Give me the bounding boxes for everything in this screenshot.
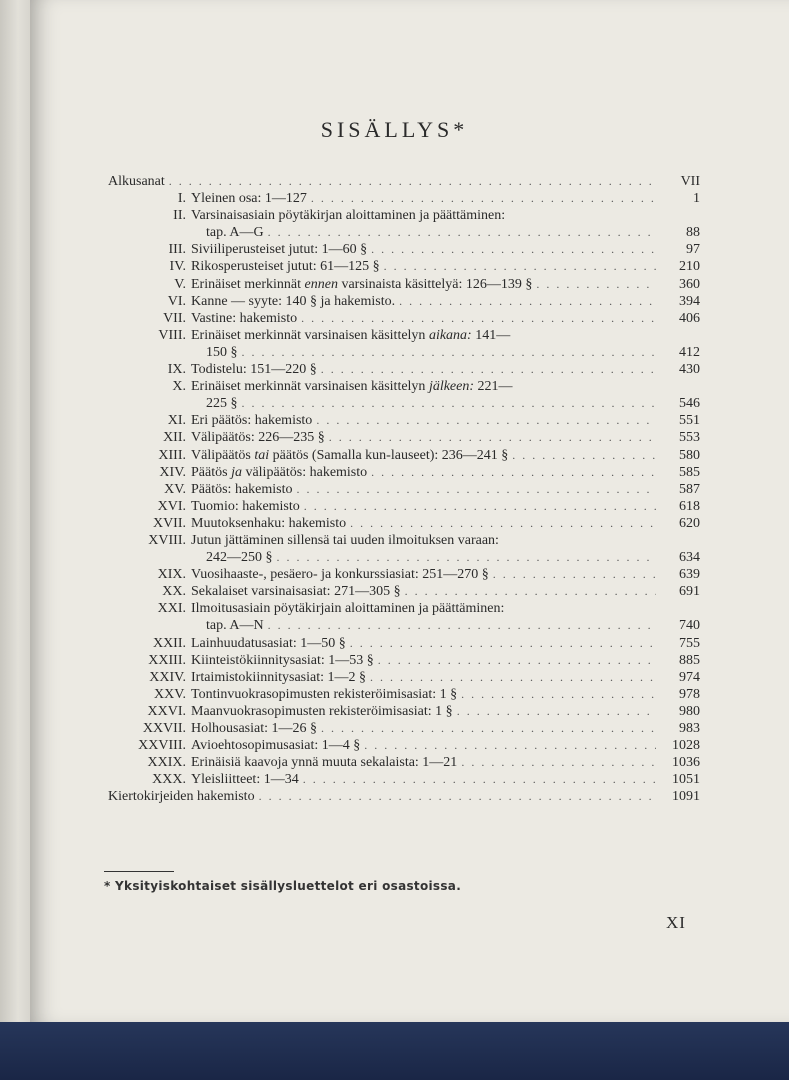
toc-entry xyxy=(108,686,700,703)
leader-dots xyxy=(364,737,656,754)
leader-dots xyxy=(371,241,656,258)
toc-entry xyxy=(108,258,700,275)
toc-entry xyxy=(108,652,700,669)
toc-entry-title: Vastine: hakemisto xyxy=(191,310,298,326)
page-edge xyxy=(0,0,30,1030)
toc-entry-number: III. xyxy=(168,242,186,258)
toc-entry-number: XII. xyxy=(163,430,186,446)
toc-entry-page: 978 xyxy=(679,686,700,702)
toc-entry-number: VI. xyxy=(167,293,186,309)
toc-entry-title-part: Erinäiset merkinnät xyxy=(191,276,302,292)
toc-entry xyxy=(108,276,700,293)
toc-entry xyxy=(108,412,700,429)
toc-entry-number: VIII. xyxy=(158,327,186,343)
toc-entry-title: Muutoksenhaku: hakemisto xyxy=(191,515,347,531)
toc-entry-title: Jutun jättäminen sillensä tai uuden ilmoituksen varaan: xyxy=(191,532,499,548)
leader-dots xyxy=(378,652,656,669)
toc-entry-title-italic: ja xyxy=(231,464,242,480)
toc-entry-title xyxy=(191,378,513,395)
toc-entry-title-italic: tai xyxy=(254,447,270,463)
toc-entry-title: Irtaimistokiinnitysasiat: 1—2 § xyxy=(191,669,366,685)
toc-entry-title: Yleinen osa: 1—127 xyxy=(191,191,307,207)
toc-entry-number: XIV. xyxy=(159,464,186,480)
toc-entry-title: Kiertokirjeiden hakemisto xyxy=(108,789,255,805)
toc-entry-title: Tontinvuokrasopimusten rekisteröimisasiat: 1 § xyxy=(191,686,458,702)
toc-entry xyxy=(108,310,700,327)
toc-entry-number: XVI. xyxy=(157,498,186,514)
toc-entry-title-part: päätös (Samalla kun-lauseet): 236—241 § xyxy=(272,447,509,463)
leader-dots xyxy=(405,583,656,600)
toc-entry-page: 210 xyxy=(679,259,700,275)
toc-entry-number: XXII. xyxy=(152,635,186,651)
leader-dots xyxy=(268,224,656,241)
toc-entry-title-cont: 150 § xyxy=(206,344,238,360)
leader-dots xyxy=(311,190,656,207)
toc-entry-page: 1 xyxy=(693,191,700,207)
footnote-rule xyxy=(104,871,174,872)
leader-dots xyxy=(399,293,656,310)
toc-entry-title-part: Erinäiset merkinnät varsinaisen käsittelyn xyxy=(191,379,426,395)
leader-dots xyxy=(316,412,656,429)
toc-entry-number: X. xyxy=(172,379,186,395)
toc-entry-title: Ilmoitusasiain pöytäkirjain aloittaminen ja päättäminen: xyxy=(191,601,505,617)
footnote: * Yksityiskohtaiset sisällysluettelot eri osastoissa. xyxy=(104,879,462,893)
toc-entry-page: 587 xyxy=(679,481,700,497)
toc-entry xyxy=(108,429,700,446)
toc-entry-page: 412 xyxy=(679,344,700,360)
toc-entry-title-italic: aikana: xyxy=(428,327,472,343)
leader-dots xyxy=(277,549,657,566)
table-of-contents xyxy=(108,173,700,805)
leader-dots xyxy=(242,395,657,412)
toc-entry-title-part: Päätös xyxy=(191,464,228,480)
toc-entry xyxy=(108,498,700,515)
toc-entry-page: VII xyxy=(680,174,700,189)
leader-dots xyxy=(329,429,656,446)
toc-entry-title-italic: ennen xyxy=(304,276,338,292)
toc-entry-title: Tuomio: hakemisto xyxy=(191,498,300,514)
toc-entry-title-cont: tap. A—G xyxy=(206,225,264,241)
toc-entry xyxy=(108,378,700,395)
toc-entry-number: IV. xyxy=(169,259,186,275)
leader-dots xyxy=(371,464,656,481)
leader-dots xyxy=(321,720,656,737)
toc-entry-title: Kanne — syyte: 140 § ja hakemisto. xyxy=(191,293,396,309)
toc-entry-title-part: varsinaista käsittelyä: 126—139 § xyxy=(341,276,533,292)
toc-entry-page: 634 xyxy=(679,550,700,566)
page-number: XI xyxy=(666,913,686,932)
toc-entry-title-cont: tap. A—N xyxy=(206,618,264,634)
toc-entry-number: XXV. xyxy=(153,686,186,702)
toc-entry-number: XXIX. xyxy=(147,755,186,771)
leader-dots xyxy=(304,498,656,515)
toc-entry-page: 885 xyxy=(679,652,700,668)
toc-entry-title: Päätös: hakemisto xyxy=(191,481,293,497)
toc-entry-title xyxy=(191,464,367,481)
toc-entry-title: Vuosihaaste-, pesäero- ja konkurssiasiat: 251—270 § xyxy=(191,567,489,583)
toc-entry xyxy=(108,566,700,583)
toc-entry xyxy=(108,771,700,788)
leader-dots xyxy=(370,669,656,686)
toc-entry-title: Alkusanat xyxy=(108,174,165,189)
leader-dots xyxy=(303,771,656,788)
toc-entry-title: Eri päätös: hakemisto xyxy=(191,413,313,429)
toc-entry-title: Varsinaisasiain pöytäkirjan aloittaminen ja päättäminen: xyxy=(191,208,506,224)
leader-dots xyxy=(268,617,656,634)
toc-entry-page: 1028 xyxy=(672,738,700,754)
toc-entry-page: 580 xyxy=(679,447,700,463)
toc-entry-page: 406 xyxy=(679,310,700,326)
leader-dots xyxy=(536,276,656,293)
leader-dots xyxy=(350,515,656,532)
toc-entry-page: 1051 xyxy=(672,772,700,788)
leader-dots xyxy=(457,703,656,720)
toc-entry xyxy=(108,241,700,258)
leader-dots xyxy=(350,635,656,652)
toc-entry-title: Todistelu: 151—220 § xyxy=(191,362,317,378)
leader-dots xyxy=(461,754,656,771)
toc-entry-page: 755 xyxy=(679,635,700,651)
toc-entry-title: Avioehtosopimusasiat: 1—4 § xyxy=(191,738,361,754)
toc-entry-title: Rikosperusteiset jutut: 61—125 § xyxy=(191,259,380,275)
toc-entry-number: XXIII. xyxy=(148,652,186,668)
toc-entry-title-part: välipäätös: hakemisto xyxy=(245,464,368,480)
toc-entry-page: 553 xyxy=(679,430,700,446)
leader-dots xyxy=(461,686,656,703)
toc-entry xyxy=(108,515,700,532)
toc-entry-title: Välipäätös: 226—235 § xyxy=(191,430,325,446)
toc-entry-page: 620 xyxy=(679,515,700,531)
leader-dots xyxy=(242,344,657,361)
toc-entry-number: VII. xyxy=(163,310,186,326)
toc-entry-number: XXVII. xyxy=(142,721,186,736)
toc-entry-title-part: Välipäätös xyxy=(191,447,251,463)
toc-entry-number: XXVIII. xyxy=(138,738,186,754)
toc-entry-page: 430 xyxy=(679,362,700,378)
toc-entry xyxy=(108,737,700,754)
toc-entry-page: 360 xyxy=(679,276,700,292)
toc-entry-title: Holhousasiat: 1—26 § xyxy=(191,721,317,736)
toc-entry-number: IX. xyxy=(167,362,186,378)
toc-entry-title-part: 221— xyxy=(477,379,513,395)
toc-entry-page: 980 xyxy=(679,703,700,719)
toc-entry-title: Siviiliperusteiset jutut: 1—60 § xyxy=(191,242,368,258)
leader-dots xyxy=(297,481,657,498)
toc-entry-title: Maanvuokrasopimusten rekisteröimisasiat: 1 § xyxy=(191,703,453,719)
toc-entry xyxy=(108,669,700,686)
toc-entry-number: I. xyxy=(177,191,186,207)
toc-entry-title-italic: jälkeen: xyxy=(428,379,475,395)
toc-entry-number: XIII. xyxy=(158,447,186,463)
toc-entry-number: XX. xyxy=(162,584,186,600)
toc-entry-title: Kiinteistökiinnitysasiat: 1—53 § xyxy=(191,652,374,668)
toc-entry-title-part: 141— xyxy=(475,327,511,343)
toc-entry xyxy=(108,703,700,720)
toc-entry xyxy=(108,207,700,224)
page-title: SISÄLLYS* xyxy=(320,117,469,142)
toc-entry xyxy=(108,481,700,498)
toc-entry-page: 974 xyxy=(679,669,700,685)
toc-entry xyxy=(108,327,700,344)
toc-entry-number: XXVI. xyxy=(147,703,186,719)
toc-entry-number: XV. xyxy=(164,481,186,497)
leader-dots xyxy=(512,447,656,464)
toc-entry-title-cont: 225 § xyxy=(206,396,238,412)
toc-entry-number: XI. xyxy=(167,413,186,429)
toc-entry-page: 585 xyxy=(679,464,700,480)
toc-entry-number: XXIV. xyxy=(149,669,186,685)
leader-dots xyxy=(493,566,656,583)
toc-entry xyxy=(108,447,700,464)
toc-entry xyxy=(108,635,700,652)
toc-entry-page: 983 xyxy=(679,721,700,736)
toc-entry-number: V. xyxy=(174,276,186,292)
toc-entry-number: XVIII. xyxy=(148,532,186,548)
toc-entry-page: 1091 xyxy=(672,789,700,805)
book-cover-background xyxy=(0,1022,789,1080)
toc-entry-page: 740 xyxy=(679,618,700,634)
leader-dots xyxy=(169,173,656,190)
toc-entry-continuation xyxy=(108,344,700,361)
toc-entry-title xyxy=(191,276,532,293)
toc-entry-number: XIX. xyxy=(157,567,186,583)
toc-entry-title: Yleisliitteet: 1—34 xyxy=(191,772,299,788)
toc-entry-continuation xyxy=(108,549,700,566)
toc-entry-title: Lainhuudatusasiat: 1—50 § xyxy=(191,635,346,651)
toc-entry-page: 551 xyxy=(679,413,700,429)
toc-entry-title-part: Erinäiset merkinnät varsinaisen käsittelyn xyxy=(191,327,426,343)
leader-dots xyxy=(259,788,656,805)
toc-entry xyxy=(108,464,700,481)
toc-entry-continuation xyxy=(108,224,700,241)
toc-entry xyxy=(108,720,700,737)
toc-entry-page: 618 xyxy=(679,498,700,514)
toc-entry xyxy=(108,788,700,805)
toc-entry xyxy=(108,173,700,190)
toc-entry xyxy=(108,583,700,600)
toc-entry-number: II. xyxy=(173,208,186,224)
leader-dots xyxy=(321,361,656,378)
toc-entry-number: XXX. xyxy=(152,772,186,788)
toc-entry xyxy=(108,293,700,310)
toc-entry-continuation xyxy=(108,395,700,412)
toc-entry xyxy=(108,190,700,207)
toc-entry-title xyxy=(191,327,510,344)
leader-dots xyxy=(301,310,656,327)
toc-entry xyxy=(108,600,700,617)
toc-entry-page: 546 xyxy=(679,396,700,412)
toc-entry-page: 1036 xyxy=(672,755,700,771)
toc-entry xyxy=(108,532,700,549)
toc-entry-continuation xyxy=(108,617,700,634)
toc-entry-page: 639 xyxy=(679,567,700,583)
toc-entry-page: 97 xyxy=(686,242,700,258)
leader-dots xyxy=(384,258,656,275)
toc-entry-page: 88 xyxy=(686,225,700,241)
toc-entry-number: XXI. xyxy=(157,601,186,617)
toc-entry xyxy=(108,754,700,771)
toc-entry-page: 691 xyxy=(679,584,700,600)
toc-entry-title: Sekalaiset varsinaisasiat: 271—305 § xyxy=(191,584,401,600)
toc-entry-number: XVII. xyxy=(152,515,186,531)
toc-entry-page: 394 xyxy=(679,293,700,309)
toc-entry-title-cont: 242—250 § xyxy=(206,550,273,566)
toc-entry xyxy=(108,361,700,378)
toc-entry-title xyxy=(191,447,508,464)
toc-entry-title: Erinäisiä kaavoja ynnä muuta sekalaista: 1—21 xyxy=(191,755,458,771)
